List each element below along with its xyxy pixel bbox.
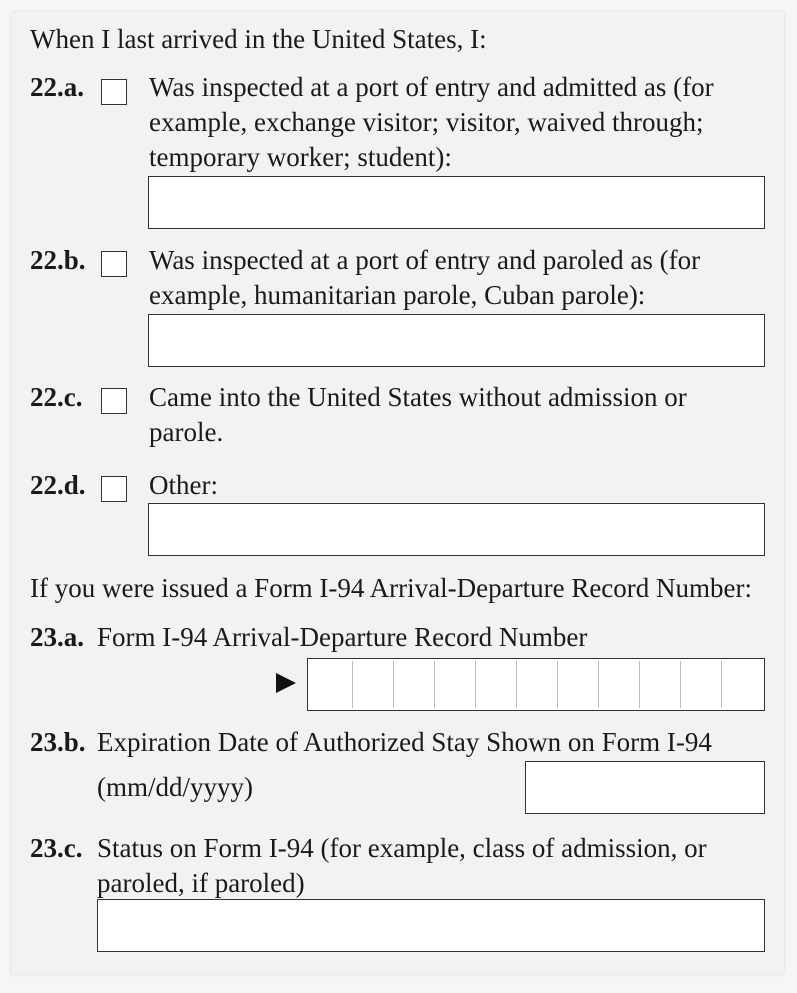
label-22d: Other: (149, 470, 218, 500)
checkbox-22a[interactable] (101, 79, 127, 105)
digit-divider (680, 661, 681, 708)
label-22c-line1: Came into the United States without admission or (149, 382, 687, 412)
label-23a: Form I-94 Arrival-Departure Record Number (97, 622, 588, 652)
digit-divider (639, 661, 640, 708)
checkbox-22b[interactable] (101, 251, 127, 277)
item-number-22c: 22.c. (30, 382, 83, 412)
label-22a-line3: temporary worker; student): (149, 142, 452, 172)
digit-divider (475, 661, 476, 708)
input-22d-other[interactable] (148, 503, 765, 556)
digit-divider (352, 661, 353, 708)
digit-divider (516, 661, 517, 708)
input-23c-status[interactable] (97, 899, 765, 952)
label-23b: Expiration Date of Authorized Stay Shown on Form I-94 (97, 727, 712, 757)
input-23b-expiration-date[interactable] (525, 761, 765, 814)
label-22b-line1: Was inspected at a port of entry and paroled as (for (149, 245, 701, 275)
checkbox-22c[interactable] (101, 388, 127, 414)
label-23c-line1: Status on Form I-94 (for example, class of admission, or (97, 833, 707, 863)
checkbox-22d[interactable] (101, 476, 127, 502)
item-number-22d: 22.d. (30, 470, 86, 500)
item-number-23c: 23.c. (30, 833, 83, 863)
label-23c-line2: paroled, if paroled) (97, 868, 305, 898)
digit-divider (557, 661, 558, 708)
item-number-22b: 22.b. (30, 245, 86, 275)
label-23b-format: (mm/dd/yyyy) (97, 772, 253, 802)
input-23a-i94-number[interactable] (307, 658, 765, 711)
item-number-22a: 22.a. (30, 72, 84, 102)
label-22a-line2: example, exchange visitor; visitor, waived through; (149, 107, 704, 137)
item-number-23a: 23.a. (30, 622, 84, 652)
i94-intro: If you were issued a Form I-94 Arrival-Departure Record Number: (30, 573, 753, 603)
digit-divider (598, 661, 599, 708)
input-22b-paroled-as[interactable] (148, 314, 765, 367)
label-22a-line1: Was inspected at a port of entry and admitted as (for (149, 72, 714, 102)
label-22b-line2: example, humanitarian parole, Cuban parole): (149, 280, 646, 310)
digit-divider (434, 661, 435, 708)
digit-divider (393, 661, 394, 708)
label-22c-line2: parole. (149, 417, 224, 447)
digit-divider (721, 661, 722, 708)
input-22a-admitted-as[interactable] (148, 176, 765, 229)
section-intro: When I last arrived in the United States, I: (30, 24, 487, 54)
arrow-pointer-icon (276, 673, 296, 693)
item-number-23b: 23.b. (30, 727, 86, 757)
